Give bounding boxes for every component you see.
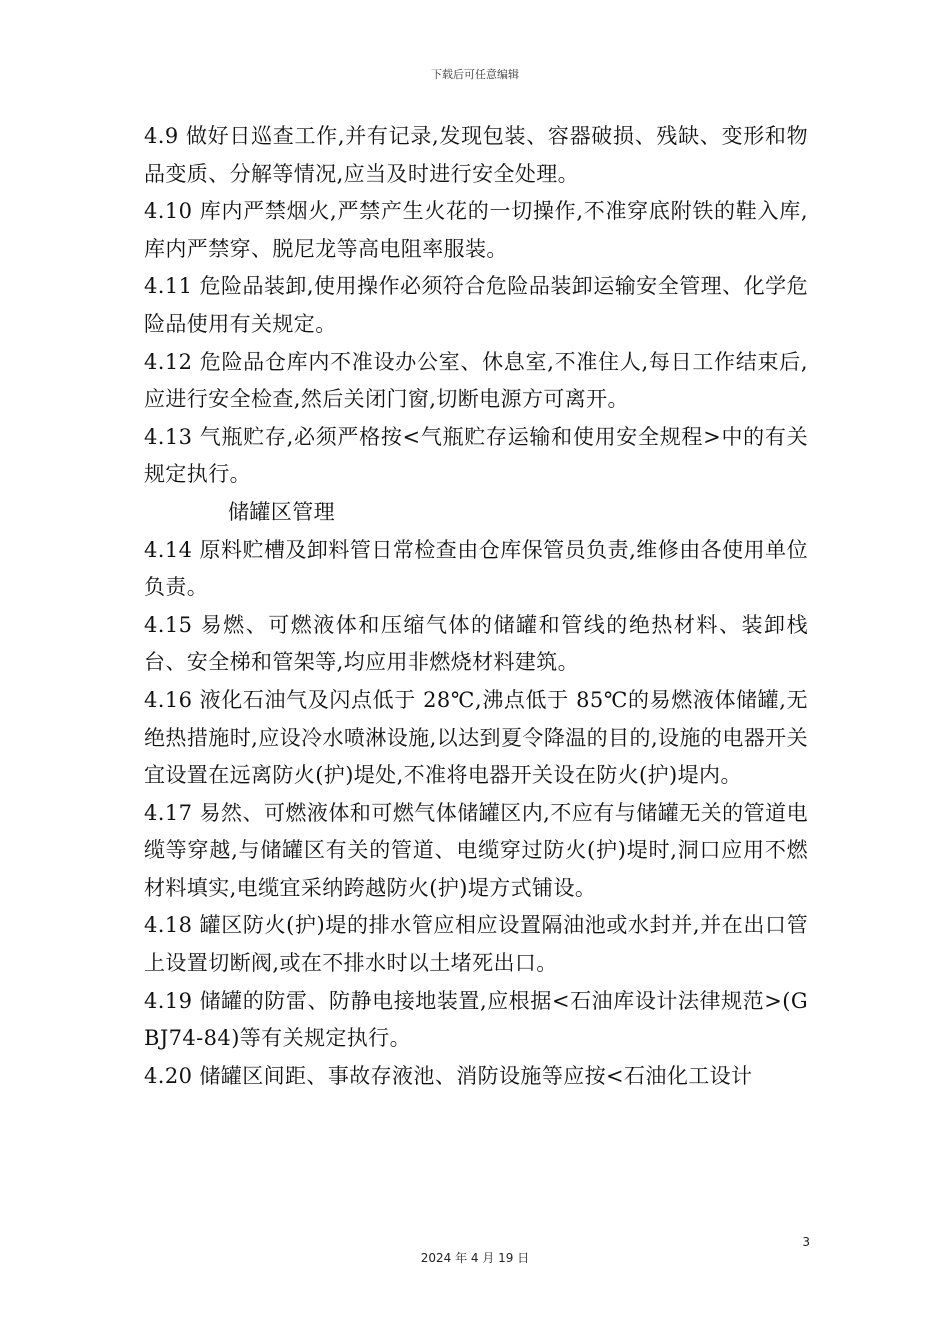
paragraph-4-18: 4.18 罐区防火(护)堤的排水管应相应设置隔油池或水封并,并在出口管上设置切断阀,或在不排水时以土堵死出口。 bbox=[144, 913, 808, 976]
paragraph-4-15: 4.15 易燃、可燃液体和压缩气体的储罐和管线的绝热材料、装卸栈台、安全梯和管架等,均应用非燃烧材料建筑。 bbox=[144, 612, 808, 675]
paragraph-4-17: 4.17 易然、可燃液体和可燃气体储罐区内,不应有与储罐无关的管道电缆等穿越,与储罐区有关的管道、电缆穿过防火(护)堤时,洞口应用不燃材料填实,电缆宜采纳跨越防火(护)堤方式铺设。 bbox=[144, 800, 808, 900]
paragraph-4-14: 4.14 原料贮槽及卸料管日常检查由仓库保管员负责,维修由各使用单位负责。 bbox=[144, 537, 808, 600]
page-header: 下载后可任意编辑 bbox=[431, 68, 519, 81]
section-heading: 储罐区管理 bbox=[228, 499, 335, 524]
paragraph-4-11: 4.11 危险品装卸,使用操作必须符合危险品装卸运输安全管理、化学危险品使用有关规定。 bbox=[144, 274, 808, 336]
paragraph-4-20: 4.20 储罐区间距、事故存液池、消防设施等应按<石油化工设计 bbox=[144, 1063, 753, 1088]
paragraph-4-9: 4.9 做好日巡查工作,并有记录,发现包装、容器破损、残缺、变形和物品变质、分解等情况,应当及时进行安全处理。 bbox=[144, 124, 808, 186]
footer-date: 2024 年 4 月 19 日 bbox=[420, 1251, 530, 1265]
paragraph-4-19: 4.19 储罐的防雷、防静电接地装置,应根据<石油库设计法律规范>(GBJ74-84)等有关规定执行。 bbox=[144, 988, 808, 1051]
document-body bbox=[144, 118, 808, 1095]
paragraph-4-16: 4.16 液化石油气及闪点低于 28℃,沸点低于 85℃的易燃液体储罐,无绝热措施时,应设冷水喷淋设施,以达到夏令降温的目的,设施的电器开关宜设置在远离防火(护)堤处,不准将电器开关设在防火(护)堤内。 bbox=[144, 687, 808, 788]
page-number: 3 bbox=[802, 1235, 810, 1249]
paragraph-4-10: 4.10 库内严禁烟火,严禁产生火花的一切操作,不准穿底附铁的鞋入库,库内严禁穿、脱尼龙等高电阻率服装。 bbox=[144, 199, 808, 261]
paragraph-4-12: 4.12 危险品仓库内不准设办公室、休息室,不准住人,每日工作结束后,应进行安全检查,然后关闭门窗,切断电源方可离开。 bbox=[144, 349, 808, 412]
paragraph-4-13: 4.13 气瓶贮存,必须严格按<气瓶贮存运输和使用安全规程>中的有关规定执行。 bbox=[144, 424, 808, 487]
